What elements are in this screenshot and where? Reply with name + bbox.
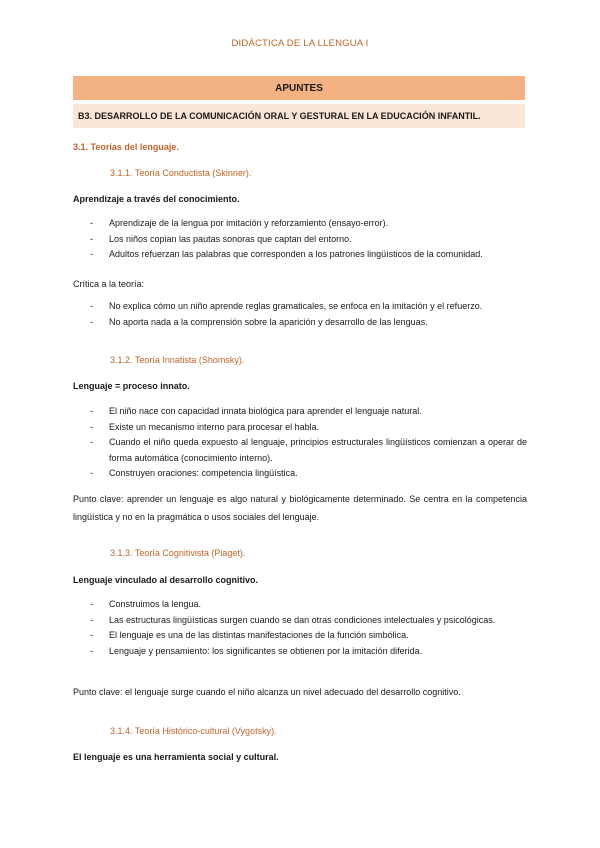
critique-label: Crítica a la teoría: bbox=[73, 279, 145, 289]
list-item: - No explica cómo un niño aprende reglas gramaticales, se enfoca en la imitación y el refuerzo. bbox=[90, 301, 483, 311]
banner-subtitle bbox=[73, 104, 525, 128]
banner-title-text: APUNTES bbox=[275, 82, 323, 94]
list-313 bbox=[73, 597, 527, 659]
list-item: - Aprendizaje de la lengua por imitación y reforzamiento (ensayo-error). bbox=[90, 218, 389, 228]
list-item: - Construyen oraciones: competencia lingüística. bbox=[90, 468, 298, 478]
list-item: - El lenguaje es una de las distintas manifestaciones de la función simbólica. bbox=[90, 630, 409, 640]
subsection-heading-313: 3.1.3. Teoría Cognitivista (Piaget). bbox=[110, 548, 246, 558]
subsection-heading-312: 3.1.2. Teoría Innatista (Shomsky). bbox=[110, 355, 245, 365]
list-item: - No aporta nada a la comprensión sobre la aparición y desarrollo de las lenguas. bbox=[90, 316, 428, 327]
list-312 bbox=[73, 404, 527, 482]
list-item: - El niño nace con capacidad innata biológica para aprender el lenguaje natural. bbox=[90, 406, 422, 416]
list-item: - Las estructuras lingüísticas surgen cuando se dan otras condiciones intelectuales y psicológicas. bbox=[90, 614, 496, 625]
list-item: - Construimos la lengua. bbox=[90, 599, 202, 609]
lead-311: Aprendizaje a través del conocimiento. bbox=[73, 194, 240, 204]
banner-title bbox=[73, 76, 525, 100]
subsection-heading-314: 3.1.4. Teoría Histórico-cultural (Vygotsky). bbox=[110, 726, 277, 736]
lead-314: El lenguaje es una herramienta social y cultural. bbox=[73, 752, 279, 762]
section-heading: 3.1. Teorías del lenguaje. bbox=[73, 142, 179, 152]
list-311 bbox=[73, 216, 527, 263]
page-header-title: DIDÀCTICA DE LA LLENGUA I bbox=[231, 38, 369, 49]
banner-subtitle-text: B3. DESARROLLO DE LA COMUNICACIÓN ORAL Y GESTURAL EN LA EDUCACIÓN INFANTIL. bbox=[78, 111, 481, 121]
list-item: - Lenguaje y pensamiento: los significantes se obtienen por la imitación diferida. bbox=[90, 645, 423, 656]
subsection-heading-311: 3.1.1. Teoría Conductista (Skinner). bbox=[110, 168, 252, 178]
lead-312: Lenguaje = proceso innato. bbox=[73, 381, 190, 391]
critique-list bbox=[73, 299, 527, 330]
list-item: - Existe un mecanismo interno para procesar el habla. bbox=[90, 421, 320, 432]
lead-313: Lenguaje vinculado al desarrollo cognitivo. bbox=[73, 575, 259, 585]
key-point-312: Punto clave: aprender un lenguaje es algo natural y biológicamente determinado. Se centra en la competencia lingüística y no en la pragmática o usos sociales del lenguaje. bbox=[73, 494, 527, 522]
list-item: - Cuando el niño queda expuesto al lenguaje, principios estructurales lingüísticos comienzan a operar de forma automática (conocimiento interno). bbox=[90, 437, 527, 463]
key-point-313: Punto clave: el lenguaje surge cuando el niño alcanza un nivel adecuado del desarrollo cognitivo. bbox=[73, 687, 461, 697]
list-item: - Adultos refuerzan las palabras que corresponden a los patrones lingüísticos de la comunidad. bbox=[90, 249, 483, 259]
list-item: - Los niños copian las pautas sonoras que captan del entorno. bbox=[90, 233, 352, 244]
